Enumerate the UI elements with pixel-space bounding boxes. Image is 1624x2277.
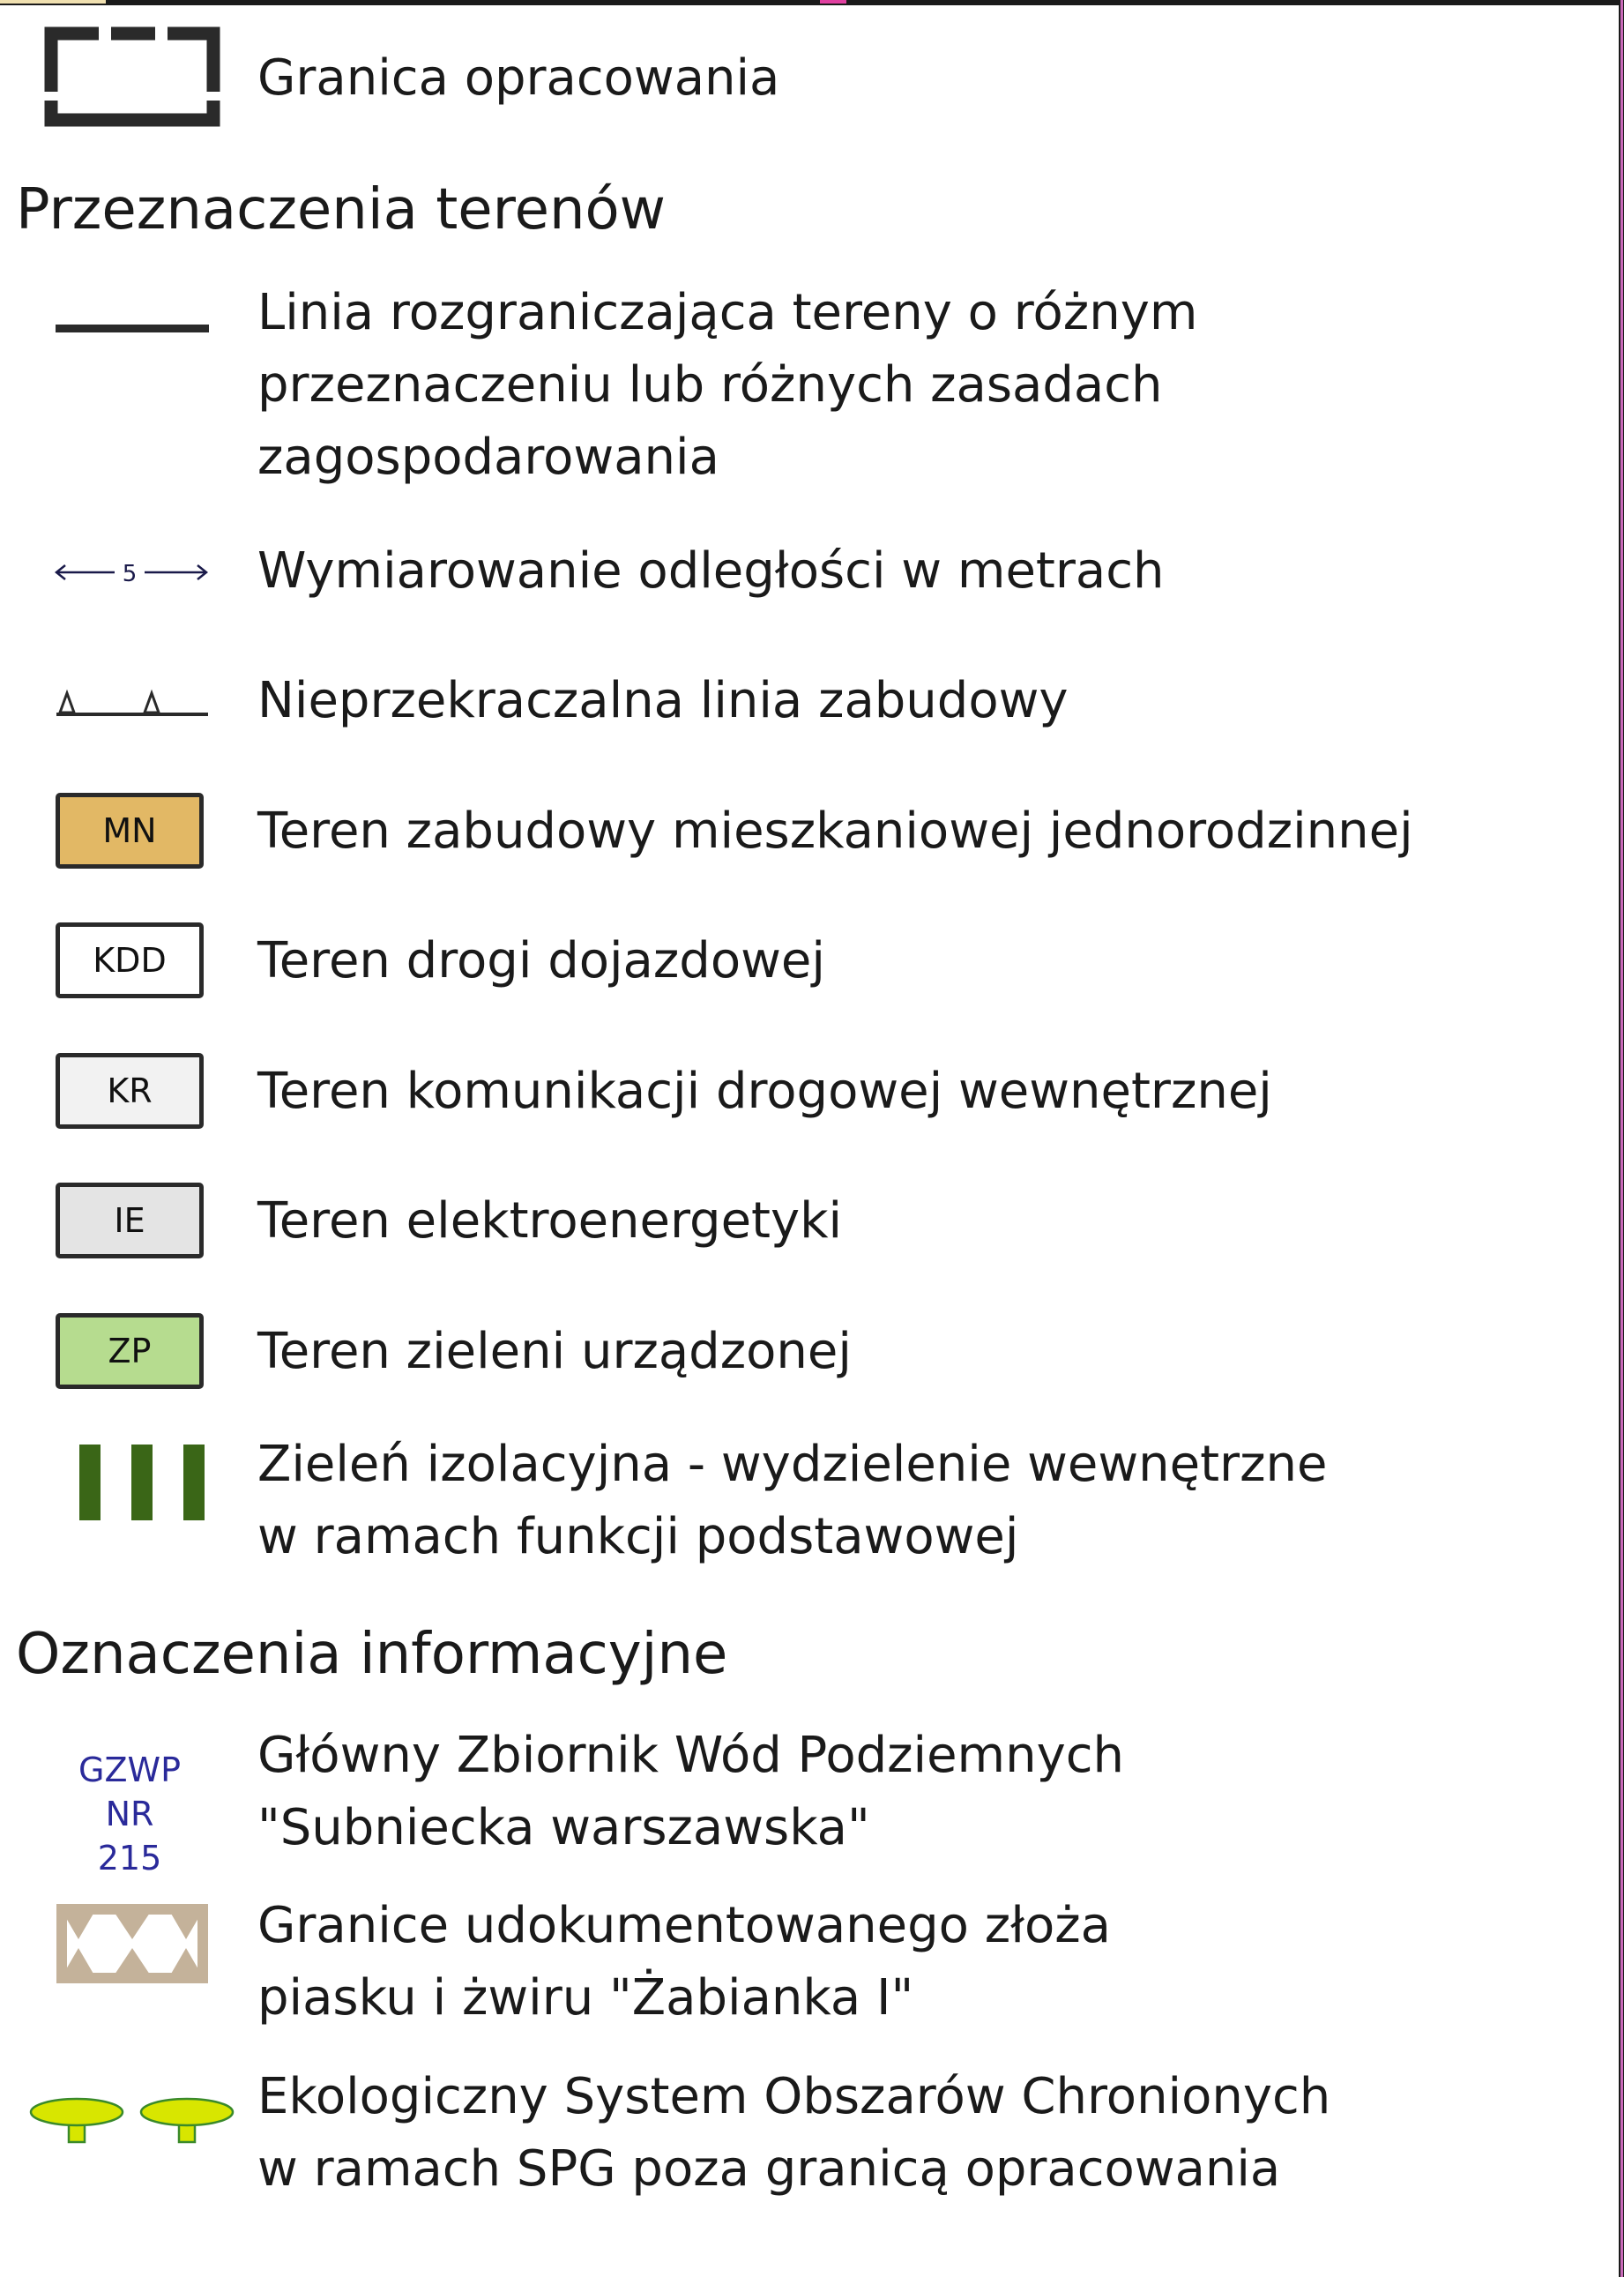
- legend-label: Linia rozgraniczająca tereny o różnym: [257, 284, 1198, 341]
- gzwp-symbol-line: NR: [105, 1795, 154, 1833]
- legend-label: Teren zieleni urządzonej: [257, 1323, 852, 1380]
- legend-label: zagospodarowania: [257, 429, 719, 486]
- deposit-boundary-symbol: [56, 1904, 208, 1983]
- isolation-green-bar: [79, 1445, 101, 1520]
- legend-label: Teren elektroenergetyki: [257, 1192, 843, 1250]
- map-frame-tint: [0, 0, 106, 4]
- legend-label: piasku i żwiru "Żabianka I": [257, 1969, 914, 2027]
- legend-label: Zieleń izolacyjna - wydzielenie wewnętrzne: [257, 1436, 1328, 1493]
- boundary-symbol: [44, 26, 220, 128]
- legend-label: Teren komunikacji drogowej wewnętrznej: [257, 1063, 1272, 1120]
- map-frame-tint: [1620, 0, 1623, 2277]
- isolation-green-bar: [131, 1445, 153, 1520]
- legend-label: w ramach SPG poza granicą opracowania: [257, 2140, 1281, 2198]
- legend-label: Teren zabudowy mieszkaniowej jednorodzinnej: [257, 803, 1413, 860]
- legend-label: Wymiarowanie odległości w metrach: [257, 542, 1165, 600]
- land-use-swatch-kr: KR: [56, 1053, 204, 1129]
- legend-label: Teren drogi dojazdowej: [257, 932, 825, 989]
- land-use-swatch-kdd: KDD: [56, 922, 204, 998]
- legend-entry-zp: [0, 1316, 1605, 1388]
- land-use-swatch-mn: MN: [56, 793, 204, 869]
- legend-entry-gzwp: [0, 1720, 1605, 1878]
- legend-entry-ie: [0, 1185, 1605, 1258]
- legend-label: Granice udokumentowanego złoża: [257, 1897, 1111, 1954]
- legend-label: Granica opracowania: [257, 49, 780, 107]
- legend-label: przeznaczeniu lub różnych zasadach: [257, 356, 1163, 414]
- legend-entry-esoch: [0, 2061, 1605, 2206]
- land-use-swatch-ie: IE: [56, 1183, 204, 1258]
- legend-entry-boundary: [0, 26, 1605, 132]
- legend-entry-kdd: [0, 925, 1605, 997]
- legend-entry-kr: [0, 1056, 1605, 1128]
- dividing-line-symbol: [56, 325, 209, 332]
- dimension-value: 5: [122, 561, 138, 587]
- legend-entry-dividing-line: [0, 277, 1605, 497]
- dimension-arrow-symbol: [53, 553, 212, 592]
- esoch-symbol: [26, 2093, 247, 2172]
- map-frame-right: [1619, 0, 1624, 2277]
- legend-label: w ramach funkcji podstawowej: [257, 1508, 1019, 1565]
- legend-entry-mn: [0, 795, 1605, 868]
- legend-label: Ekologiczny System Obszarów Chronionych: [257, 2068, 1331, 2125]
- legend-label: Nieprzekraczalna linia zabudowy: [257, 672, 1069, 729]
- legend-entry-deposit: [0, 1890, 1605, 2034]
- legend-label: "Subniecka warszawska": [257, 1799, 870, 1856]
- land-use-swatch-zp: ZP: [56, 1313, 204, 1389]
- map-frame-tint: [820, 0, 846, 4]
- building-line-symbol: [53, 683, 212, 721]
- legend-label: Główny Zbiornik Wód Podziemnych: [257, 1727, 1125, 1784]
- map-frame-top: [0, 0, 1624, 5]
- section-heading-land-use: Przeznaczenia terenów: [16, 177, 666, 243]
- gzwp-symbol-line: 215: [97, 1839, 162, 1878]
- legend-entry-dimension: [0, 535, 1605, 608]
- isolation-green-bar: [183, 1445, 205, 1520]
- legend-entry-isolation-green: [0, 1429, 1605, 1573]
- section-heading-info: Oznaczenia informacyjne: [16, 1622, 728, 1687]
- legend-entry-building-line: [0, 665, 1605, 737]
- gzwp-symbol-line: GZWP: [78, 1751, 181, 1789]
